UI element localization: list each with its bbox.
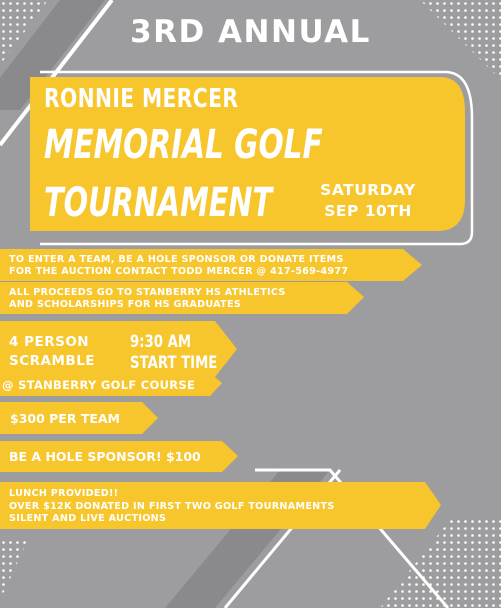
entry-info-line-1: TO ENTER A TEAM, BE A HOLE SPONSOR OR DONATE ITEMS — [9, 254, 344, 265]
entry-info-line-2: FOR THE AUCTION CONTACT TODD MERCER @ 417-569-4977 — [9, 266, 349, 277]
extras-line-2: OVER $12K DONATED IN FIRST TWO GOLF TOURNAMENTS — [9, 500, 335, 512]
tournament-format — [9, 333, 95, 371]
header-title: 3RD ANNUAL — [130, 14, 371, 50]
start-time-line-2: START TIME — [130, 353, 218, 373]
format-line-2: SCRAMBLE — [9, 353, 96, 369]
extras-line-1: LUNCH PROVIDED!! — [9, 488, 119, 499]
course-location: @ STANBERRY GOLF COURSE — [2, 378, 196, 392]
extras-info — [9, 488, 335, 526]
entry-info — [9, 254, 348, 278]
event-title-line-2: TOURNAMENT — [44, 180, 273, 226]
extras-line-3: SILENT AND LIVE AUCTIONS — [9, 513, 167, 524]
dot-pattern-decoration — [0, 540, 28, 600]
team-price: $300 PER TEAM — [10, 411, 120, 426]
event-title-line-1: MEMORIAL GOLF — [44, 122, 323, 168]
proceeds-info-line-1: ALL PROCEEDS GO TO STANBERRY HS ATHLETICS — [9, 287, 286, 298]
start-time — [130, 332, 217, 374]
event-date — [304, 180, 432, 222]
proceeds-info-line-2: AND SCHOLARSHIPS FOR HS GRADUATES — [9, 299, 242, 310]
event-month-day: SEP 10TH — [324, 202, 412, 220]
hole-sponsor-price: BE A HOLE SPONSOR! $100 — [9, 449, 201, 464]
honoree-name: RONNIE MERCER — [44, 84, 239, 114]
format-line-1: 4 PERSON — [9, 334, 90, 350]
dot-pattern-decoration — [380, 520, 501, 608]
event-day: SATURDAY — [320, 181, 416, 199]
start-time-line-1: 9:30 AM — [130, 332, 192, 352]
proceeds-info — [9, 287, 286, 311]
